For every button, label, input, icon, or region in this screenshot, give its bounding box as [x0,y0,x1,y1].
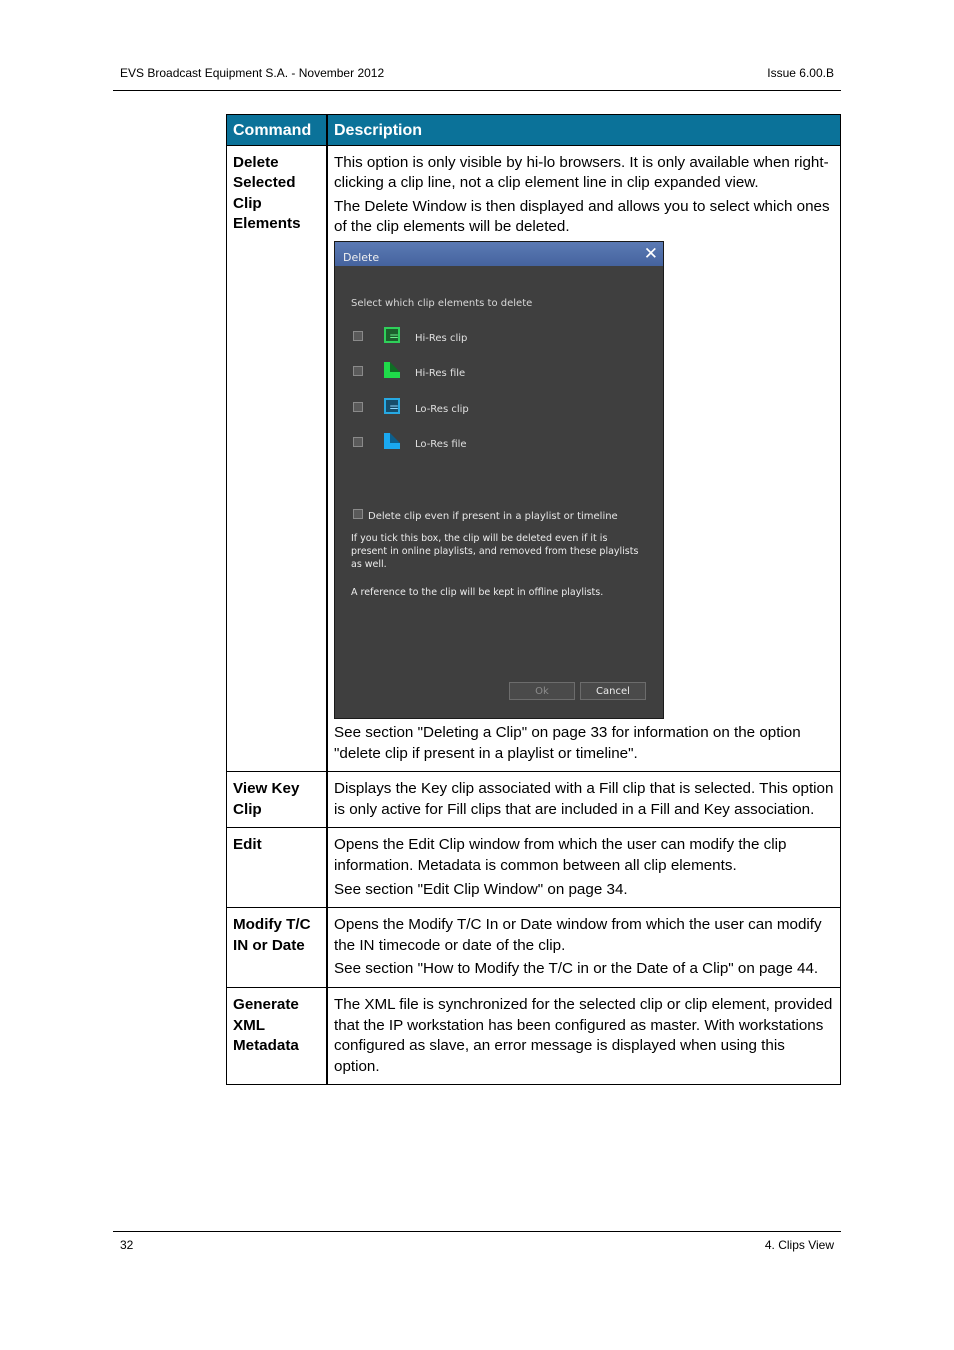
command-cell: Generate XML Metadata [227,987,328,1084]
command-cell: Edit [227,828,328,908]
dialog-reference-note: A reference to the clip will be kept in offline playlists. [351,586,604,598]
ok-button[interactable]: Ok [509,682,575,700]
option-label: Lo-Res file [415,438,467,450]
close-icon[interactable]: ✕ [643,243,658,264]
table-row [227,145,841,772]
option-hi-res-clip[interactable] [353,327,553,345]
command-table [226,114,841,1085]
description-cell [327,145,841,772]
option-lo-res-clip[interactable] [353,398,553,416]
hi-res-clip-icon [384,327,400,343]
lo-res-clip-icon [384,398,400,414]
checkbox[interactable] [353,366,363,376]
description-paragraph: The XML file is synchronized for the selected clip or clip element, provided that the IP workstation has been configured as master. With workstations configured as slave, an error message is displayed when using this option. [334,995,833,1075]
description-paragraph: This option is only visible by hi-lo browsers. It is only available when right-clicking a clip line, not a clip element line in clip expanded view. [334,153,829,192]
option-hi-res-file[interactable] [353,362,553,380]
table-header-row [227,115,841,146]
cancel-button[interactable]: Cancel [580,682,646,700]
page-number: 32 [120,1238,134,1252]
option-lo-res-file[interactable] [353,433,553,451]
description-paragraph: The Delete Window is then displayed and allows you to select which ones of the clip elements will be deleted. [334,197,830,236]
dialog-note: If you tick this box, the clip will be deleted even if it is present in online playlists, and removed from these playlists as well. [351,532,639,570]
dialog-titlebar [335,242,663,266]
command-cell: Delete Selected Clip Elements [227,145,328,772]
description-paragraph: Displays the Key clip associated with a Fill clip that is selected. This option is only active for Fill clips that are included in a Fill and Key association. [334,780,834,818]
checkbox[interactable] [353,509,363,519]
column-header-command: Command [227,115,328,146]
footer-section: 4. Clips View [764,1238,834,1252]
description-paragraph: See section "Edit Clip Window" on page 34. [334,880,628,898]
option-label: Lo-Res clip [415,403,469,415]
page-header-right: Issue 6.00.B [767,66,834,80]
header-rule [113,90,841,91]
checkbox[interactable] [353,437,363,447]
command-cell: Modify T/C IN or Date [227,908,328,988]
option-label: Hi-Res clip [415,332,468,344]
description-paragraph: See section "Deleting a Clip" on page 33 for information on the option "delete clip if present in a playlist or timeline". [334,723,801,762]
description-cell [327,987,841,1084]
page-header-left: EVS Broadcast Equipment S.A. - November 2012 [120,66,385,80]
description-cell [327,828,841,908]
hi-res-file-icon [384,362,400,378]
delete-even-if-present-label: Delete clip even if present in a playlist or timeline [368,510,618,522]
command-cell: View Key Clip [227,772,328,828]
checkbox[interactable] [353,331,363,341]
table-row [227,828,841,908]
table-row [227,987,841,1084]
dialog-prompt: Select which clip elements to delete [351,297,533,309]
description-paragraph: Opens the Modify T/C In or Date window from which the user can modify the IN timecode or date of the clip. [334,916,822,954]
delete-dialog [334,241,664,719]
table-row [227,772,841,828]
description-cell [327,772,841,828]
dialog-title: Delete [343,250,380,264]
column-header-description: Description [327,115,841,146]
option-label: Hi-Res file [415,367,466,379]
delete-even-if-present-option[interactable] [353,507,653,521]
footer-rule [113,1231,841,1232]
description-paragraph: Opens the Edit Clip window from which the user can modify the clip information. Metadata is common between all clip elements. [334,836,787,874]
table-row [227,908,841,988]
description-cell [327,908,841,988]
description-paragraph: See section "How to Modify the T/C in or the Date of a Clip" on page 44. [334,960,819,978]
lo-res-file-icon [384,433,400,449]
checkbox[interactable] [353,402,363,412]
